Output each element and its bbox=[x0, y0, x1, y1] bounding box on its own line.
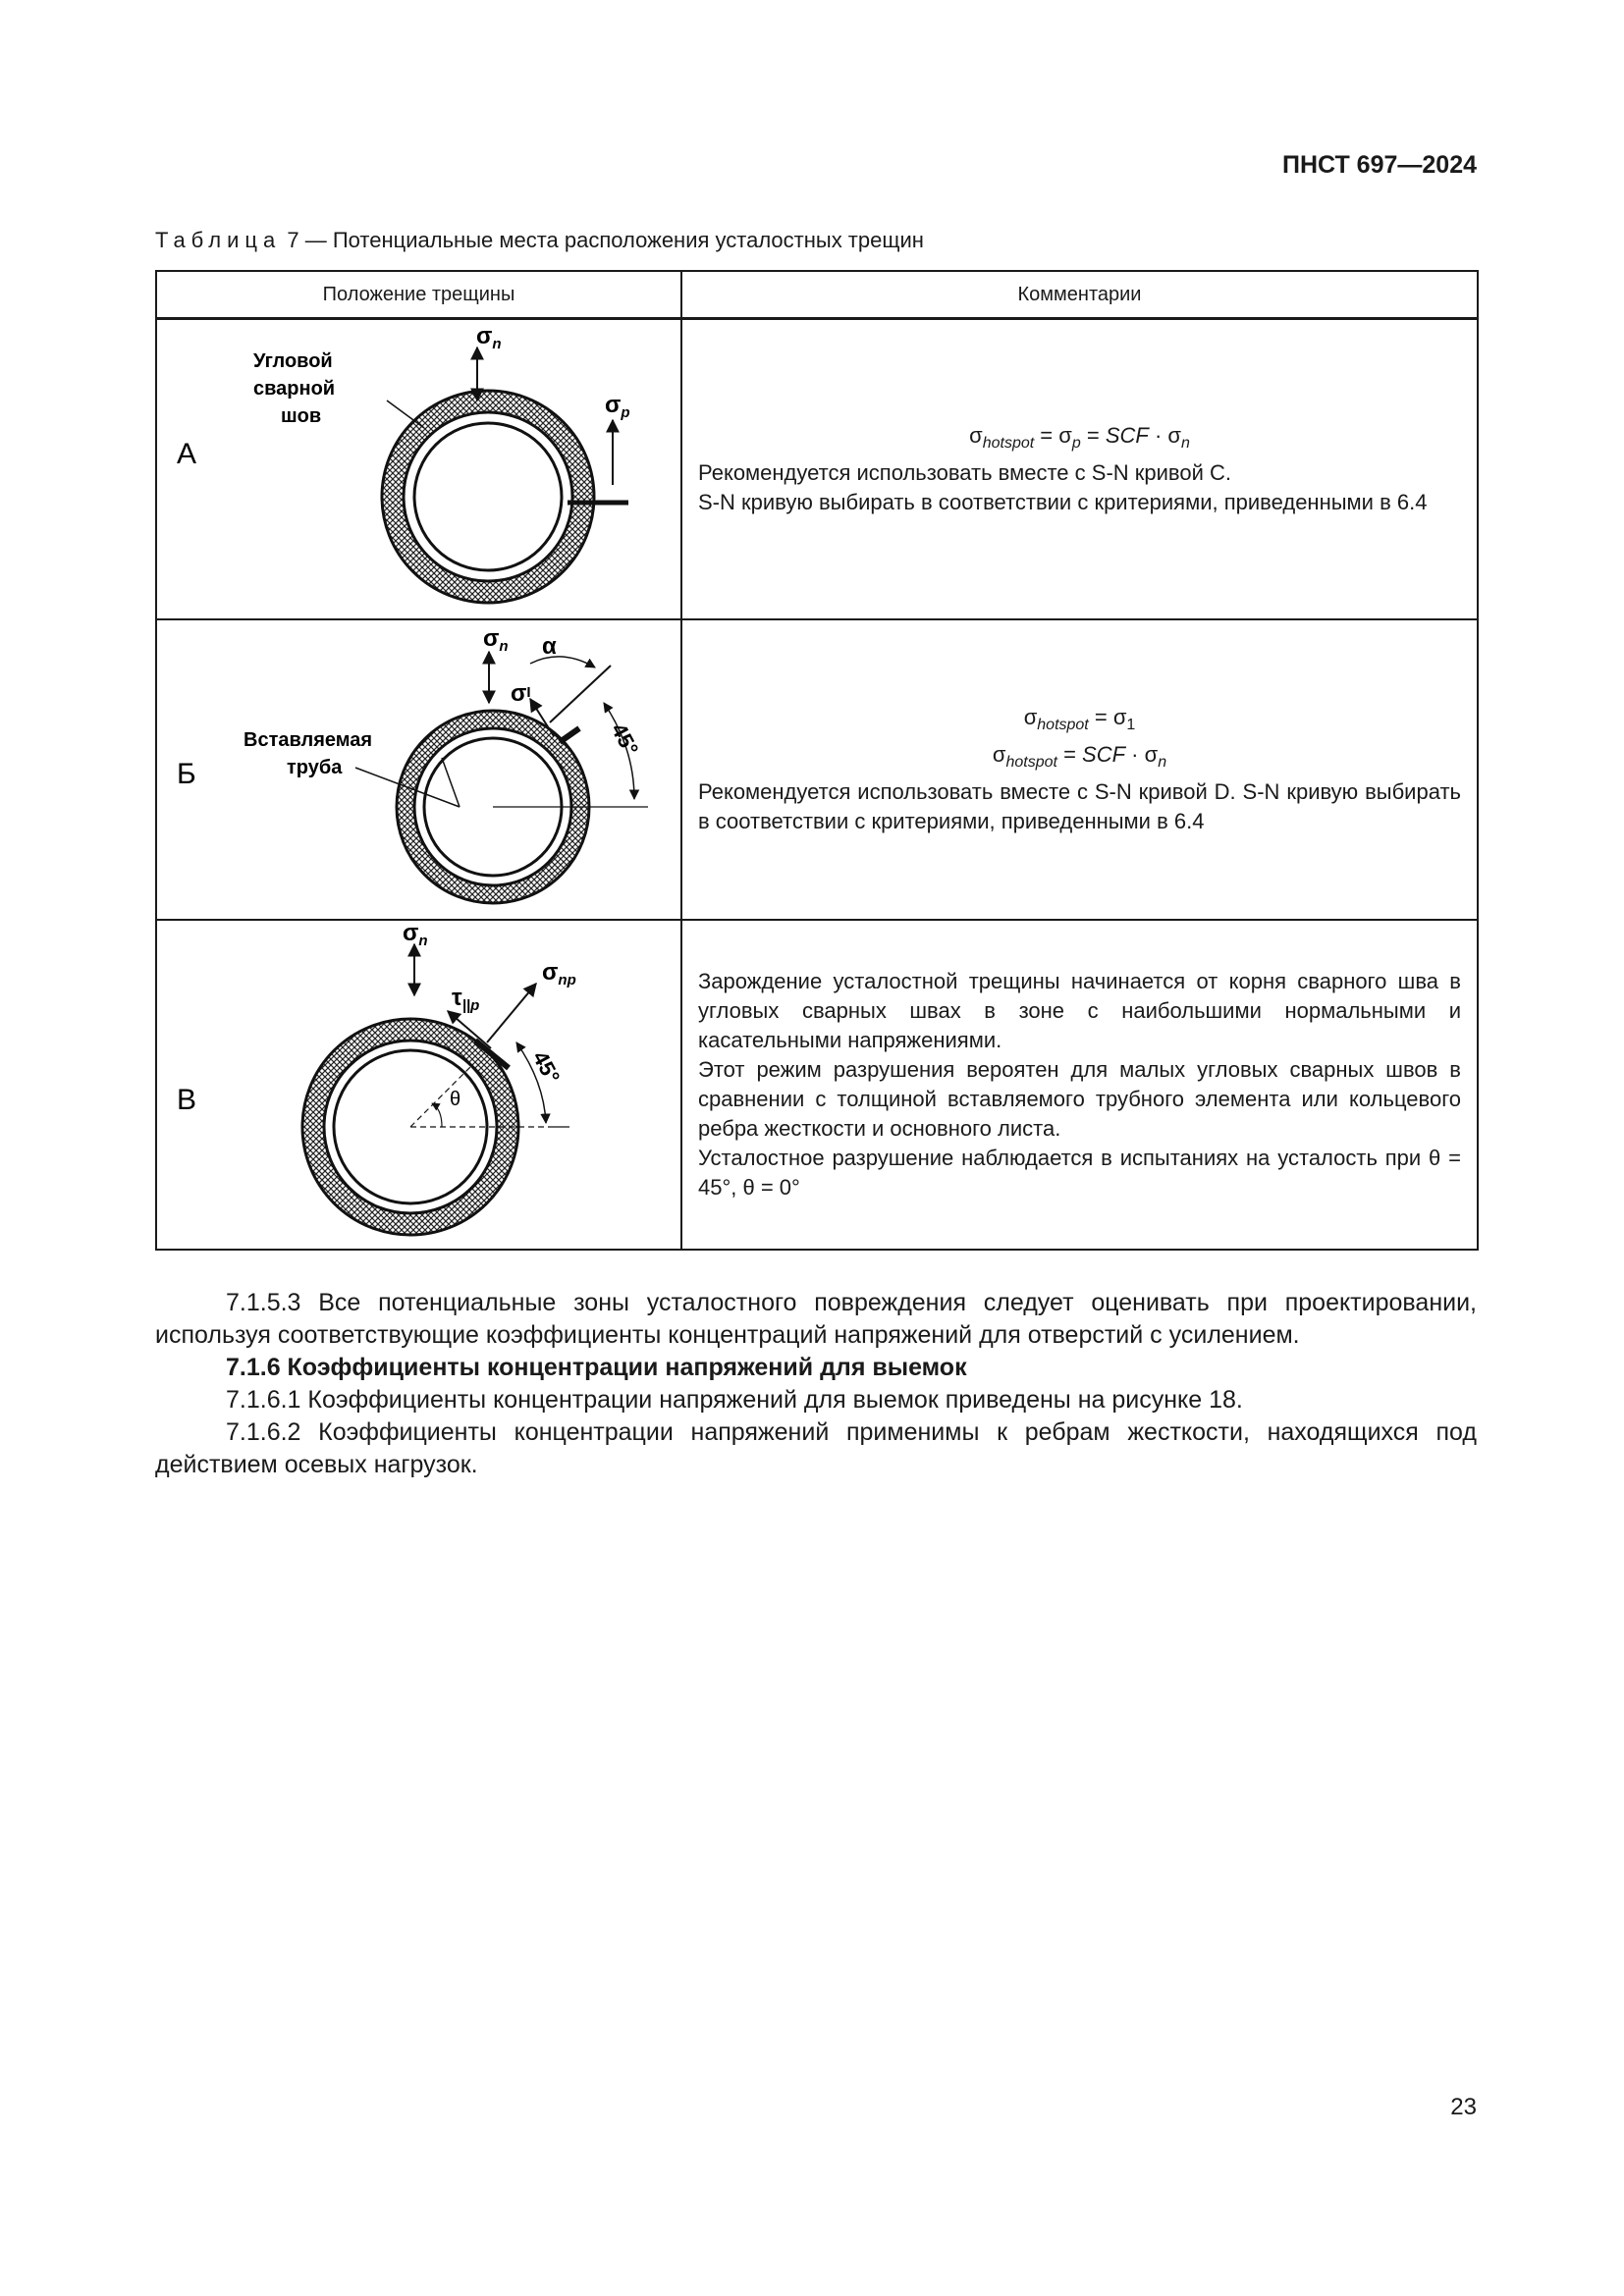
comment-c-para1: Зарождение усталостной трещины начинается от корня сварного шва в угловых сварных швах в зоне с наибольшими нормальными и касательными напряжениями. bbox=[698, 969, 1461, 1052]
table-caption bbox=[155, 228, 924, 253]
formula-b1: $\sigma_{hotspot} = \sigma_1$ bbox=[1023, 705, 1136, 733]
crack-line bbox=[560, 728, 579, 742]
pipe-leader-line-2 bbox=[442, 758, 460, 807]
figure-cell-c bbox=[156, 920, 681, 1250]
row-label-c: В bbox=[177, 1084, 197, 1116]
weld-label-2: сварной bbox=[253, 378, 336, 400]
theta-label: θ bbox=[450, 1089, 461, 1110]
pipe-inner-edge bbox=[414, 423, 562, 570]
table-row bbox=[156, 319, 1478, 620]
svg-text:τ||p: $\tau_{||p}$ bbox=[452, 985, 480, 1014]
paragraph-7153: 7.1.5.3 Все потенциальные зоны усталостного повреждения следует оценивать при проектировании, используя соответствующие коэффициенты концентраций напряжений для отверстий с усилением. bbox=[155, 1289, 1477, 1349]
figure-b bbox=[157, 620, 680, 919]
row-label-b: Б bbox=[177, 758, 196, 790]
svg-text:σI: σI bbox=[511, 680, 531, 707]
table-row bbox=[156, 619, 1478, 920]
comment-a-line1: Рекомендуется использовать вместе с S-N кривой C. bbox=[698, 460, 1231, 485]
heading-716: 7.1.6 Коэффициенты концентрации напряжений для выемок bbox=[226, 1354, 967, 1381]
comment-cell-b bbox=[681, 619, 1478, 920]
pipe-label-2: труба bbox=[287, 757, 343, 778]
figure-cell-b bbox=[156, 619, 681, 920]
sigma-np-arrow bbox=[487, 984, 536, 1042]
figure-c bbox=[157, 921, 680, 1249]
body-text bbox=[155, 1287, 1477, 1481]
figure-cell-a bbox=[156, 319, 681, 620]
alpha-arc bbox=[530, 657, 595, 667]
weld-label-3: шов bbox=[281, 405, 322, 427]
table-row bbox=[156, 920, 1478, 1250]
pipe-label-1: Вставляемая bbox=[244, 729, 373, 751]
crack-locations-table bbox=[155, 270, 1479, 1251]
comment-c-para2: Этот режим разрушения вероятен для малых угловых сварных швов в сравнении с толщиной вставляемого трубного элемента или кольцевого ребра жесткости и основного листа. bbox=[698, 1057, 1461, 1141]
angle-label: 45° bbox=[606, 719, 644, 760]
svg-text:σp: $\sigma_p$ bbox=[605, 392, 630, 421]
comment-cell-a bbox=[681, 319, 1478, 620]
standard-code: ПНСТ 697—2024 bbox=[1282, 151, 1477, 179]
svg-text:σnp: $\sigma_{np}$ bbox=[542, 959, 576, 988]
row-label-a: А bbox=[177, 438, 197, 470]
formula-a: $\sigma_{hotspot} = \sigma_p$ = SCF · $\sigma_n$ bbox=[969, 423, 1190, 452]
svg-text:σn: $\sigma_n$ bbox=[403, 921, 428, 949]
paragraph-7161: 7.1.6.1 Коэффициенты концентрации напряжений для выемок приведены на рисунке 18. bbox=[226, 1386, 1243, 1414]
col-header-position: Положение трещины bbox=[156, 271, 681, 319]
col-header-comments: Комментарии bbox=[681, 271, 1478, 319]
angle-label: 45° bbox=[527, 1046, 566, 1088]
weld-leader-line bbox=[387, 400, 424, 428]
weld-label-1: Угловой bbox=[253, 350, 333, 372]
figure-a bbox=[157, 320, 680, 618]
comment-b-text: Рекомендуется использовать вместе с S-N кривой D. S-N кривую выбирать в соответствии с критериями, приведенными в 6.4 bbox=[698, 779, 1461, 833]
theta-arc bbox=[432, 1103, 442, 1127]
formula-b2: $\sigma_{hotspot}$ = SCF · $\sigma_n$ bbox=[992, 742, 1167, 771]
comment-cell-c bbox=[681, 920, 1478, 1250]
alpha-label: α bbox=[542, 633, 557, 660]
comment-c-para3: Усталостное разрушение наблюдается в испытаниях на усталость при θ = 45°, θ = 0° bbox=[698, 1146, 1461, 1200]
comment-a-line2: S-N кривую выбирать в соответствии с критериями, приведенными в 6.4 bbox=[698, 490, 1428, 514]
svg-text:σn: $\sigma_n$ bbox=[476, 323, 502, 352]
page-number: 23 bbox=[1450, 2094, 1477, 2120]
caption-text: 7 — Потенциальные места расположения усталостных трещин bbox=[287, 228, 924, 252]
pipe-outer-edge bbox=[404, 412, 572, 581]
normal-line bbox=[550, 666, 611, 722]
svg-text:σn: $\sigma_n$ bbox=[483, 625, 509, 655]
paragraph-7162: 7.1.6.2 Коэффициенты концентрации напряжений применимы к ребрам жесткости, находящихся под действием осевых нагрузок. bbox=[155, 1418, 1477, 1478]
weld-ring bbox=[393, 401, 583, 592]
table-header-row bbox=[156, 271, 1478, 319]
caption-word: Таблица bbox=[155, 228, 282, 252]
